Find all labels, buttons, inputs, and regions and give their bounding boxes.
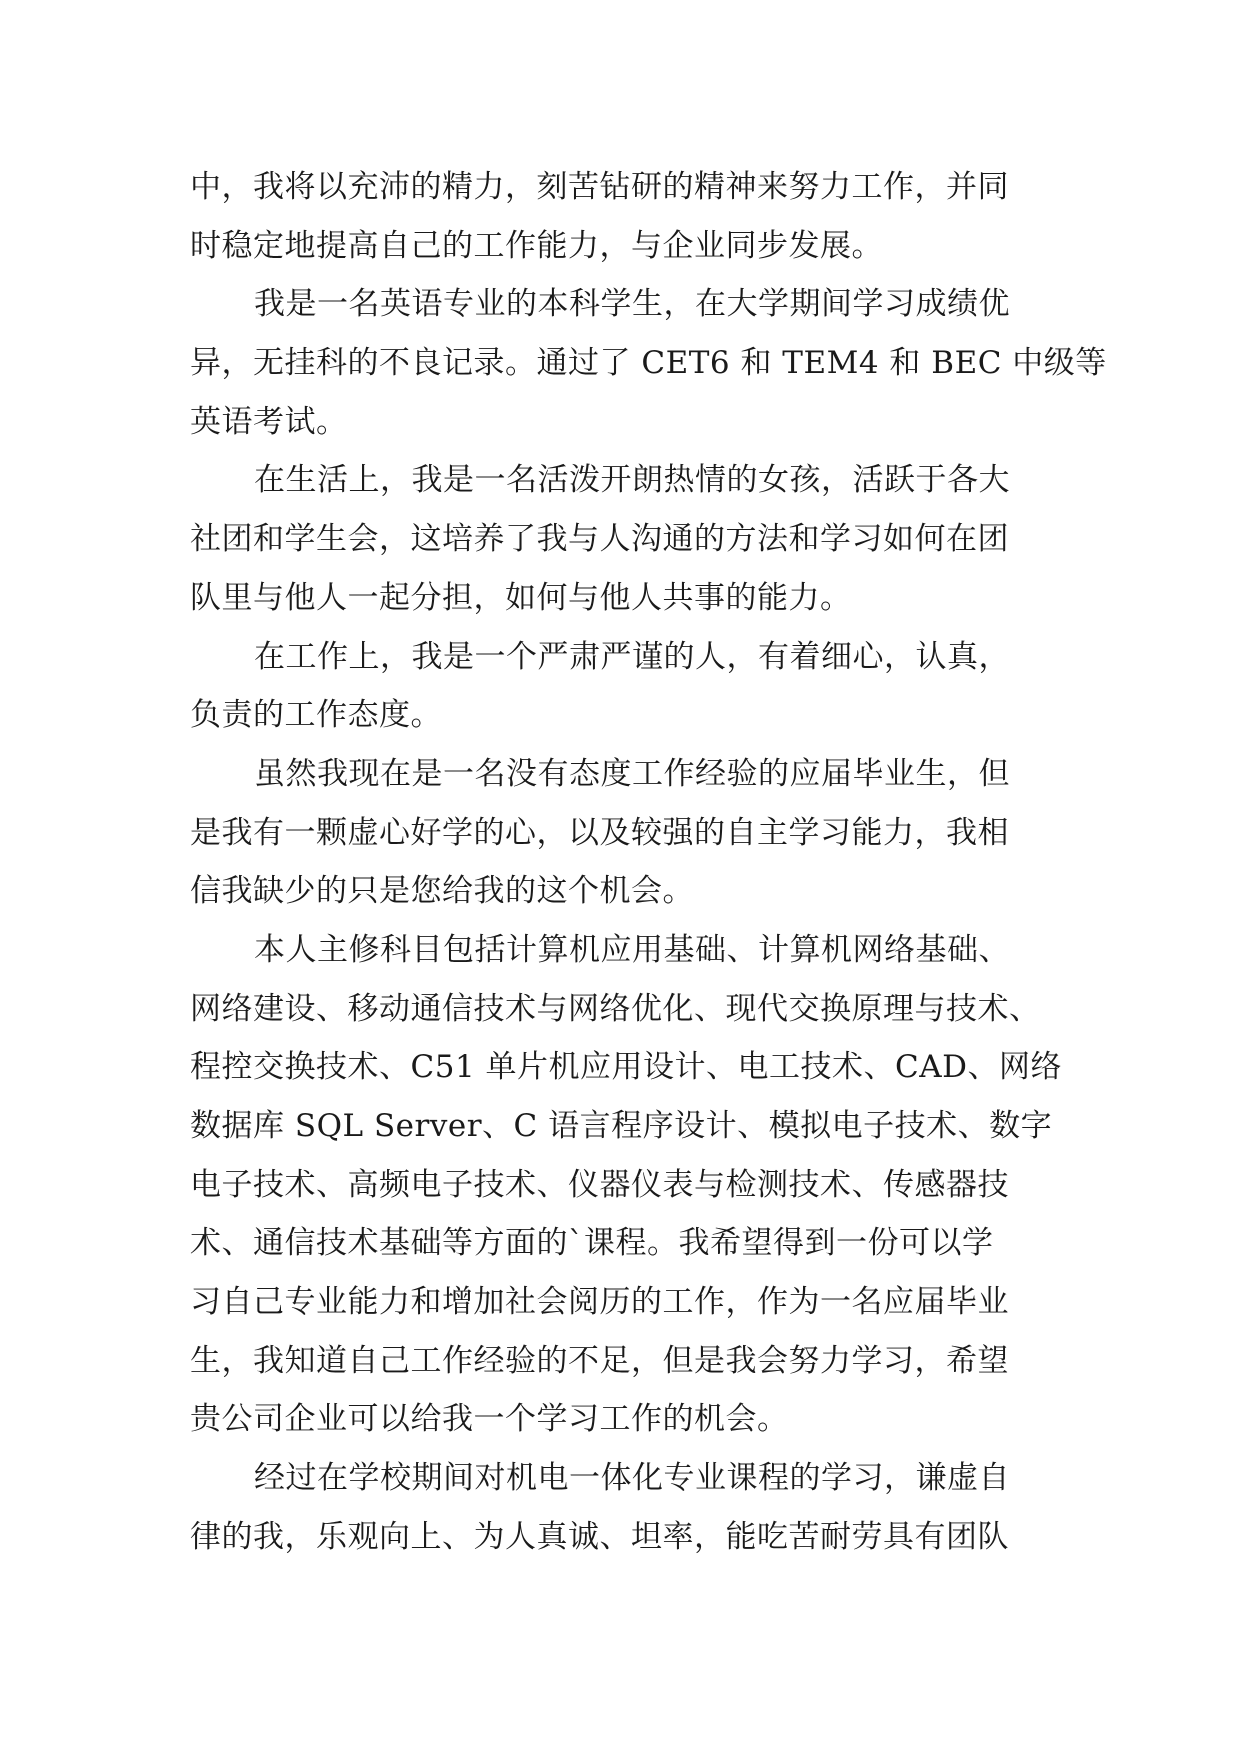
text-line: 信我缺少的只是您给我的这个机会。: [190, 873, 694, 910]
text-line: 我是一名英语专业的本科学生，在大学期间学习成绩优: [254, 286, 1010, 323]
text-line: 习自己专业能力和增加社会阅历的工作，作为一名应届毕业: [190, 1284, 1009, 1321]
text-line: 律的我，乐观向上、为人真诚、坦率，能吃苦耐劳具有团队: [190, 1518, 1009, 1555]
text-line: 英语考试。: [190, 403, 348, 440]
text-line: 负责的工作态度。: [190, 697, 442, 734]
text-line: 贵公司企业可以给我一个学习工作的机会。: [190, 1401, 789, 1438]
text-line: 社团和学生会，这培养了我与人沟通的方法和学习如何在团: [190, 521, 1009, 558]
text-line: 虽然我现在是一名没有态度工作经验的应届毕业生，但: [254, 755, 1010, 792]
text-line: 程控交换技术、C51 单片机应用设计、电工技术、CAD、网络: [190, 1049, 1062, 1086]
text-line: 中，我将以充沛的精力，刻苦钻研的精神来努力工作，并同: [190, 169, 1009, 205]
text-line: 术、通信技术基础等方面的`课程。我希望得到一份可以学: [190, 1225, 994, 1262]
text-line: 网络建设、移动通信技术与网络优化、现代交换原理与技术、: [190, 990, 1041, 1027]
text-line: 数据库 SQL Server、C 语言程序设计、模拟电子技术、数字: [190, 1108, 1053, 1144]
text-line: 在生活上，我是一名活泼开朗热情的女孩，活跃于各大: [254, 462, 1010, 499]
text-line: 异，无挂科的不良记录。通过了 CET6 和 TEM4 和 BEC 中级等: [190, 345, 1107, 382]
text-line: 本人主修科目包括计算机应用基础、计算机网络基础、: [254, 931, 1010, 968]
text-line: 在工作上，我是一个严肃严谨的人，有着细心，认真，: [254, 638, 1010, 675]
body-text: [190, 158, 1107, 1567]
text-line: 时稳定地提高自己的工作能力，与企业同步发展。: [190, 227, 883, 264]
text-line: 经过在学校期间对机电一体化专业课程的学习，谦虚自: [254, 1460, 1010, 1497]
text-line: 队里与他人一起分担，如何与他人共事的能力。: [190, 579, 852, 616]
text-line: 是我有一颗虚心好学的心，以及较强的自主学习能力，我相: [190, 814, 1009, 851]
text-line: 生，我知道自己工作经验的不足，但是我会努力学习，希望: [190, 1342, 1009, 1379]
text-line: 电子技术、高频电子技术、仪器仪表与检测技术、传感器技: [190, 1166, 1009, 1203]
